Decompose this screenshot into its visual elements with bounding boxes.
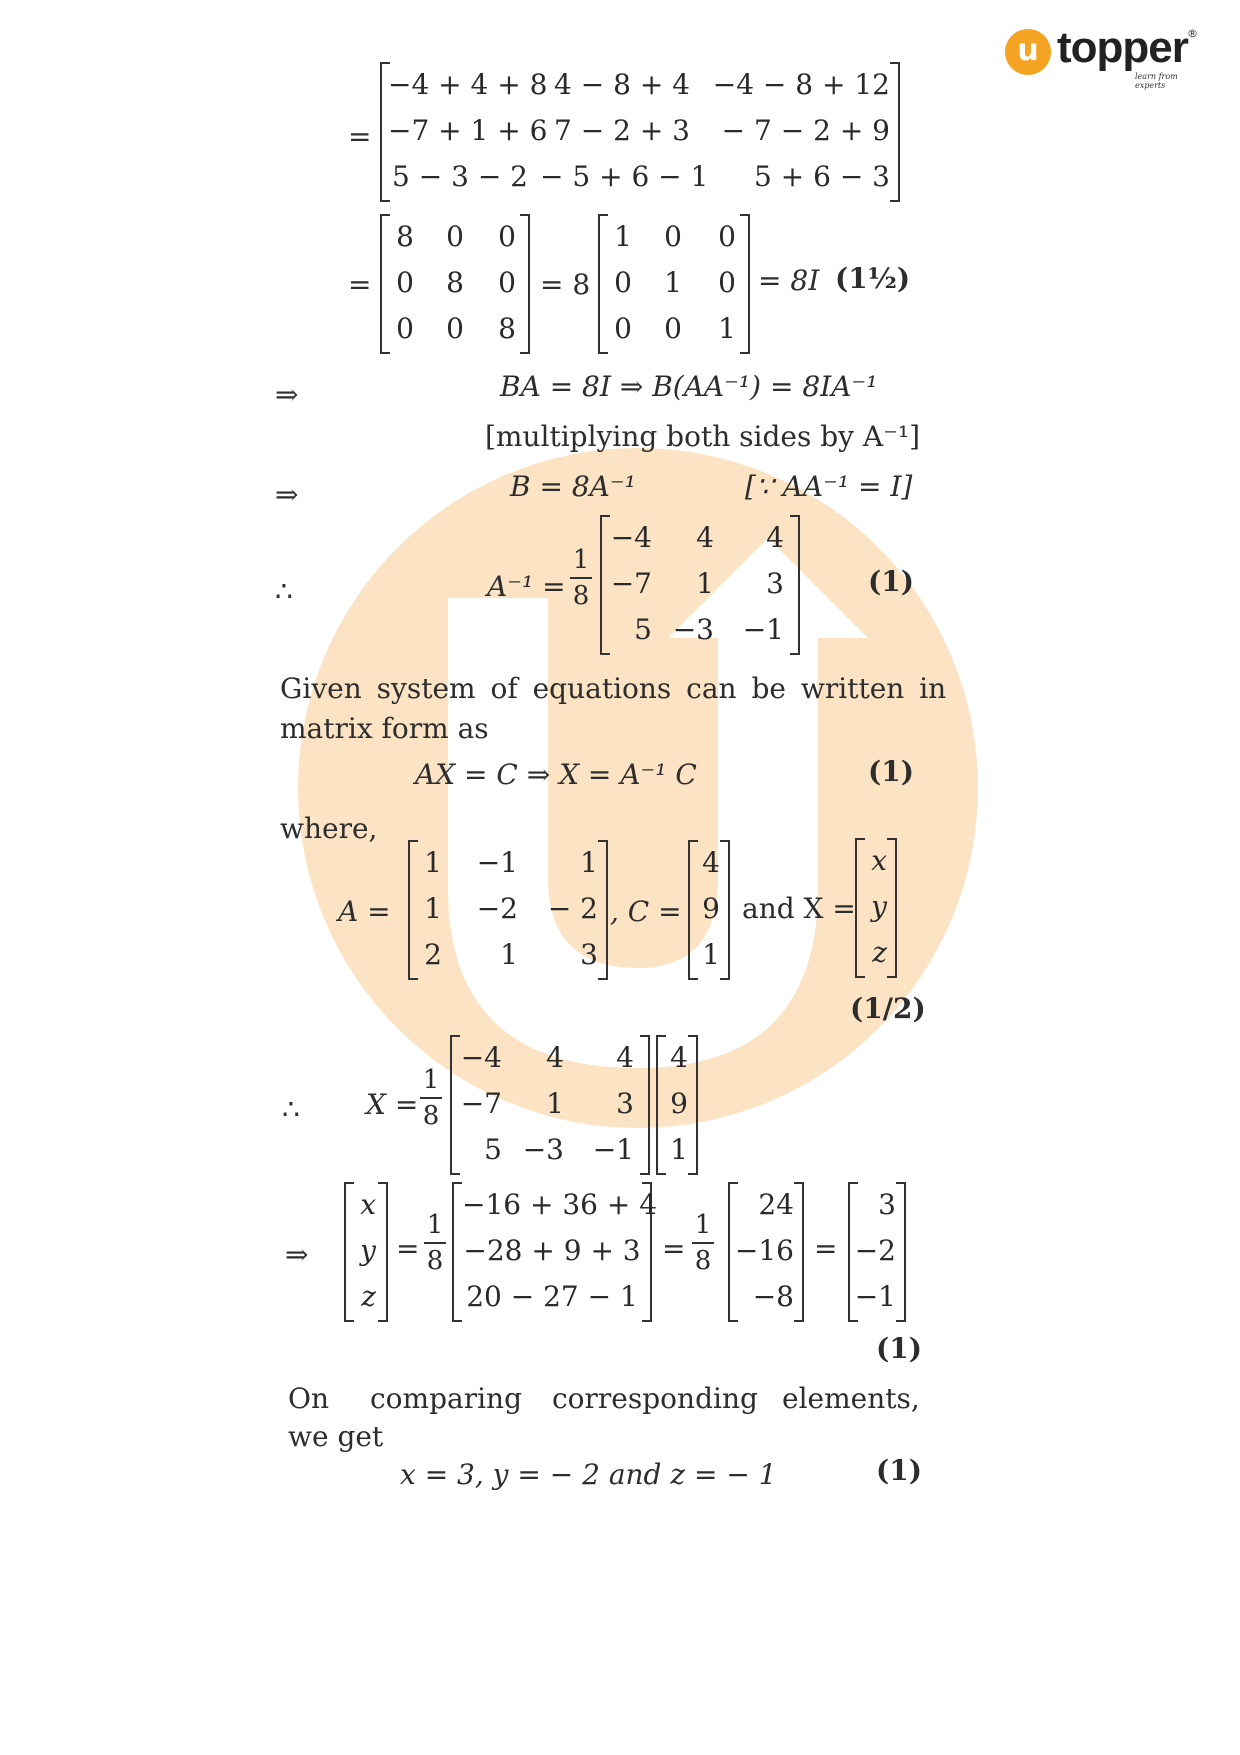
constant-vector-copy: 4 9 1 <box>656 1035 698 1175</box>
intermediate-vector: 24 −16 −8 <box>728 1182 804 1322</box>
equals-sign: = <box>348 120 372 153</box>
therefore-symbol: ∴ <box>275 575 293 608</box>
variable-vector-x: x y z <box>344 1182 388 1322</box>
implies-arrow: ⇒ <box>285 1238 309 1271</box>
marks-label: (1) <box>876 1332 922 1365</box>
scalar-diagonal-matrix: 8 0 0 0 8 0 0 0 8 <box>380 214 530 354</box>
marks-label: (1) <box>876 1454 922 1487</box>
implies-arrow: ⇒ <box>275 478 299 511</box>
equals-sign: = <box>662 1232 686 1265</box>
given-text-line2: matrix form as <box>280 712 489 745</box>
x-lhs: X = <box>366 1088 419 1121</box>
equals-scalar: = 8 <box>540 268 591 301</box>
matrix-cell: − 5 + 6 − 1 <box>540 160 709 193</box>
matrix-cell: − 7 − 2 + 9 <box>721 114 890 147</box>
logo-tagline: learn from experts <box>1135 72 1178 90</box>
reason-note: [∵ AA⁻¹ = I] <box>745 470 913 503</box>
logo-badge-icon: u <box>1005 29 1051 75</box>
a-label: A = <box>338 895 391 928</box>
equation-line: B = 8A⁻¹ <box>510 470 636 503</box>
compare-word: comparing <box>370 1382 523 1415</box>
matrix-cell: −4 − 8 + 12 <box>712 68 890 101</box>
marks-label: (1/2) <box>850 992 926 1025</box>
compare-word: corresponding <box>552 1382 758 1415</box>
right-bracket <box>890 62 900 202</box>
solution-vector: 3 −2 −1 <box>848 1182 906 1322</box>
c-label: , C = <box>610 895 682 928</box>
compare-line2: we get <box>288 1420 384 1453</box>
marks-label: (1½) <box>835 262 911 295</box>
matrix-cell: 5 + 6 − 3 <box>754 160 890 193</box>
matrix-cell: −7 + 1 + 6 <box>388 114 548 147</box>
matrix-cell: 4 − 8 + 4 <box>554 68 690 101</box>
note-line: [multiplying both sides by A⁻¹] <box>485 420 921 453</box>
implies-arrow: ⇒ <box>275 378 299 411</box>
equals-sign: = <box>814 1232 838 1265</box>
registered-mark: ® <box>1187 27 1198 40</box>
compare-word: elements, <box>782 1382 920 1415</box>
matrix-cell: 5 − 3 − 2 <box>392 160 528 193</box>
where-label: where, <box>280 812 378 845</box>
inverse-matrix: −4 4 4 −7 1 3 5 −3 −1 <box>600 515 800 655</box>
logo-wordmark: topper <box>1057 23 1188 72</box>
expanded-product-matrix <box>380 62 900 202</box>
result-8i: = 8I <box>758 264 820 297</box>
matrix-cell: −4 + 4 + 8 <box>388 68 548 101</box>
product-expression-vector: −16 + 36 + 4 −28 + 9 + 3 20 − 27 − 1 <box>452 1182 652 1322</box>
matrix-equation: AX = C ⇒ X = A⁻¹ C <box>415 758 697 791</box>
and-x-label: and X = <box>742 892 856 925</box>
fraction-one-eighth: 1 8 <box>424 1210 446 1276</box>
inverse-lhs: A⁻¹ = <box>487 570 566 603</box>
matrix-cell: 7 − 2 + 3 <box>554 114 690 147</box>
identity-matrix: 1 0 0 0 1 0 0 0 1 <box>598 214 750 354</box>
therefore-symbol: ∴ <box>282 1093 300 1126</box>
constant-vector-c: 4 9 1 <box>688 840 730 980</box>
inverse-matrix-copy: −4 4 4 −7 1 3 5 −3 −1 <box>450 1035 650 1175</box>
equation-line: BA = 8I ⇒ B(AA⁻¹) = 8IA⁻¹ <box>500 370 878 403</box>
compare-word: On <box>288 1382 329 1415</box>
fraction-one-eighth: 1 8 <box>570 545 592 611</box>
given-text-line1: Given system of equations can be written in <box>280 672 947 705</box>
variable-vector-x: x y z <box>855 838 897 978</box>
fraction-one-eighth: 1 8 <box>420 1065 442 1131</box>
coefficient-matrix-a: 1 −1 1 1 −2 − 2 2 1 3 <box>408 840 608 980</box>
fraction-one-eighth: 1 8 <box>692 1210 714 1276</box>
marks-label: (1) <box>868 565 914 598</box>
equals-sign: = <box>396 1232 420 1265</box>
marks-label: (1) <box>868 755 914 788</box>
final-answer: x = 3, y = − 2 and z = − 1 <box>400 1458 777 1491</box>
utopper-logo[interactable] <box>1005 25 1205 95</box>
equals-sign: = <box>348 268 372 301</box>
